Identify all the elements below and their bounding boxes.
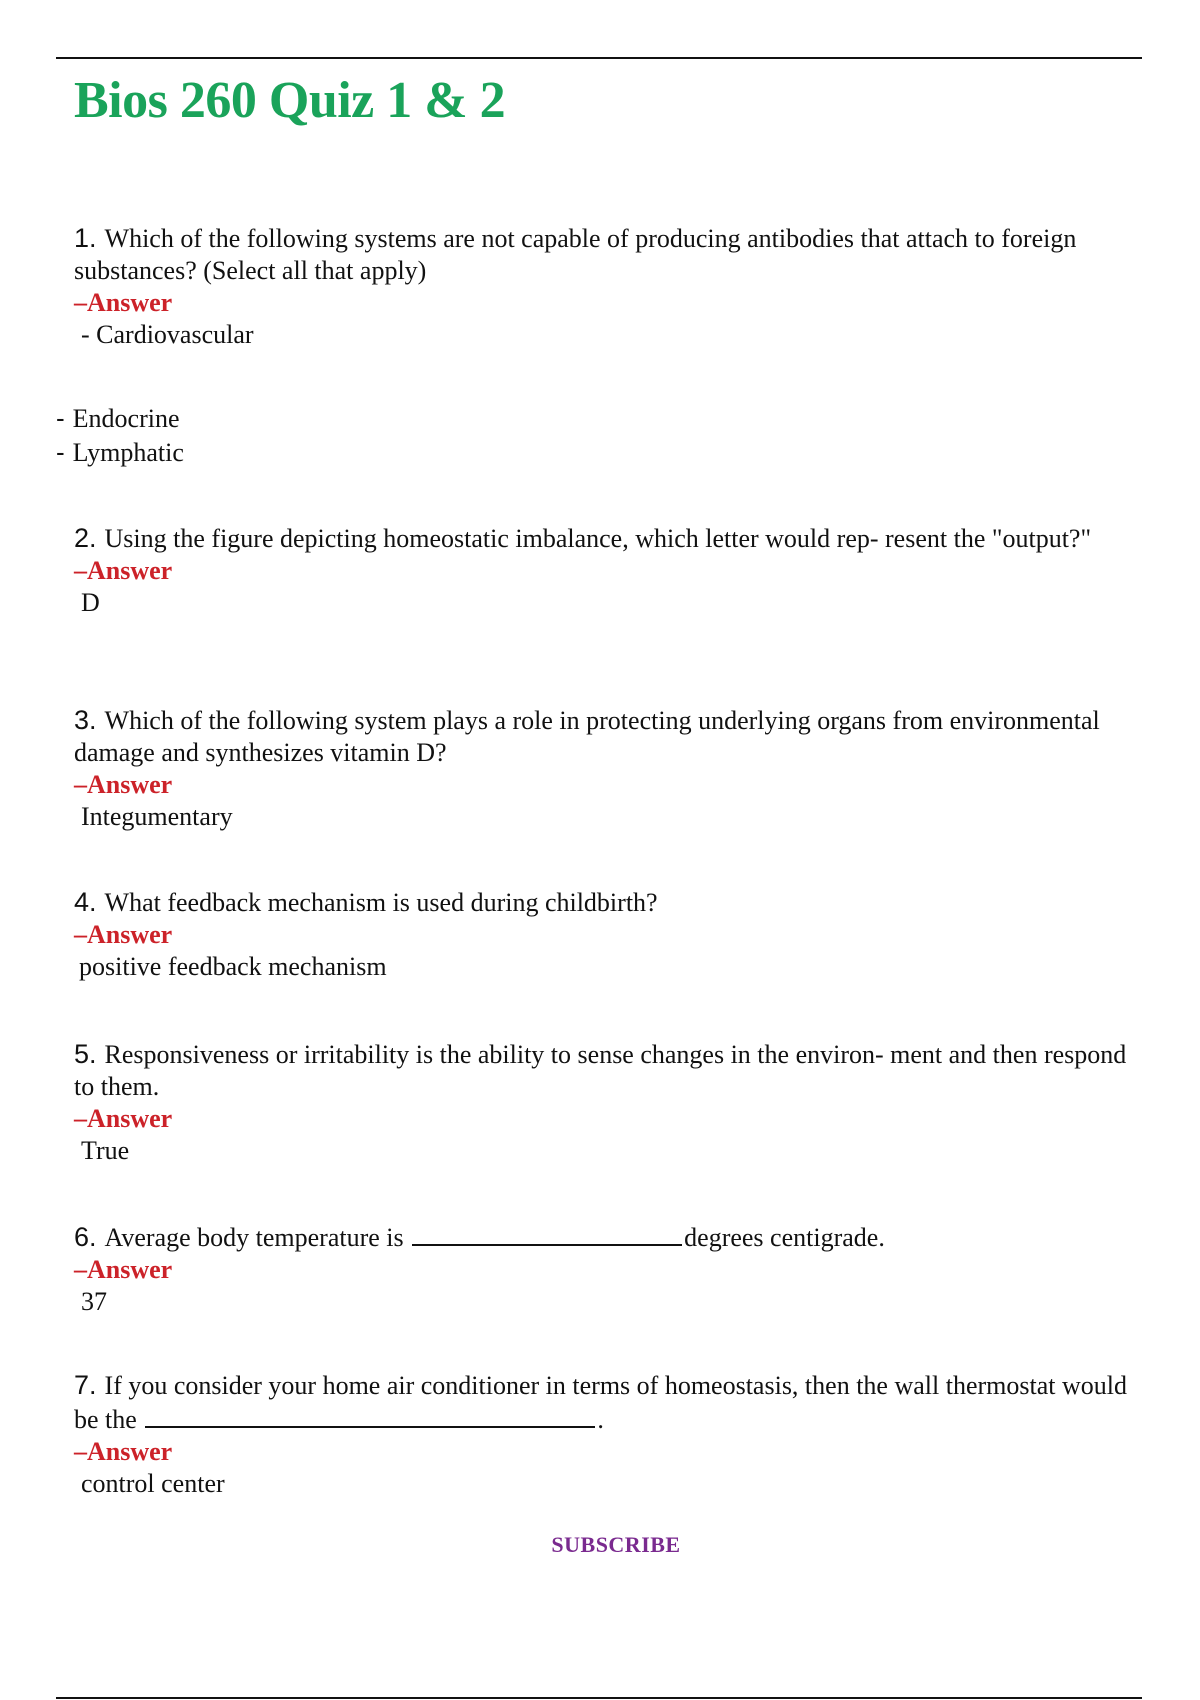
question-prompt: Using the figure depicting homeostatic imbalance, which letter would rep- resent the "output?": [104, 524, 1092, 553]
question-7: [74, 1369, 1144, 1500]
question-number: 2.: [74, 523, 97, 553]
question-number: 3.: [74, 705, 97, 735]
question-prompt-before: Average body temperature is: [104, 1223, 404, 1252]
answer-label: –Answer: [74, 920, 173, 949]
answer-label: –Answer: [74, 1437, 173, 1466]
answer-label: –Answer: [74, 288, 173, 317]
question-4: [74, 886, 1144, 983]
subscribe-link[interactable]: SUBSCRIBE: [551, 1532, 681, 1557]
answer-value: 37: [81, 1287, 107, 1316]
answer-item-lymphatic: - Lymphatic: [56, 437, 184, 467]
page-title: Bios 260 Quiz 1 & 2: [74, 72, 506, 129]
answer-label: –Answer: [74, 770, 173, 799]
question-prompt: Which of the following system plays a role in protecting underlying organs from environmental damage and synthesizes vitamin D?: [74, 706, 1100, 767]
answer-value: Integumentary: [81, 802, 233, 831]
question-prompt-before: If you consider your home air conditioner in terms of homeostasis, then the wall thermostat would be the: [74, 1371, 1127, 1434]
question-number: 5.: [74, 1039, 97, 1069]
bottom-rule: [56, 1697, 1142, 1699]
answer-item-text: Lymphatic: [72, 438, 184, 467]
question-prompt: Which of the following systems are not capable of producing antibodies that attach to foreign substances? (Select all that apply): [74, 224, 1077, 285]
question-5: [74, 1038, 1144, 1167]
question-number: 7.: [74, 1370, 97, 1400]
question-1-text: [74, 222, 1144, 287]
question-prompt-after: .: [597, 1405, 604, 1434]
question-5-text: [74, 1038, 1144, 1103]
question-prompt: Responsiveness or irritability is the ability to sense changes in the environ- ment and then respond to them.: [74, 1040, 1127, 1101]
question-prompt-after: degrees centigrade.: [684, 1223, 885, 1252]
fill-in-blank: [412, 1220, 682, 1246]
question-3: [74, 704, 1144, 833]
answer-value: positive feedback mechanism: [79, 952, 387, 981]
question-number: 6.: [74, 1222, 97, 1252]
answer-value: D: [81, 588, 100, 617]
question-2: [74, 522, 1144, 619]
answer-item-text: Endocrine: [72, 404, 180, 433]
question-6-text: [74, 1220, 1144, 1254]
question-number: 1.: [74, 223, 97, 253]
question-3-text: [74, 704, 1144, 769]
question-1: [74, 222, 1144, 351]
question-number: 4.: [74, 887, 97, 917]
answer-label: –Answer: [74, 1104, 173, 1133]
top-rule: [56, 57, 1142, 59]
question-prompt: What feedback mechanism is used during childbirth?: [104, 888, 658, 917]
answer-value: - Cardiovascular: [81, 320, 254, 349]
answer-item-endocrine: - Endocrine: [56, 403, 180, 433]
question-7-text: [74, 1369, 1144, 1436]
question-2-text: [74, 522, 1144, 555]
question-4-text: [74, 886, 1144, 919]
answer-label: –Answer: [74, 556, 173, 585]
question-6: [74, 1220, 1144, 1318]
answer-label: –Answer: [74, 1255, 173, 1284]
answer-value: True: [81, 1136, 130, 1165]
answer-value: control center: [81, 1469, 225, 1498]
fill-in-blank: [145, 1402, 595, 1428]
